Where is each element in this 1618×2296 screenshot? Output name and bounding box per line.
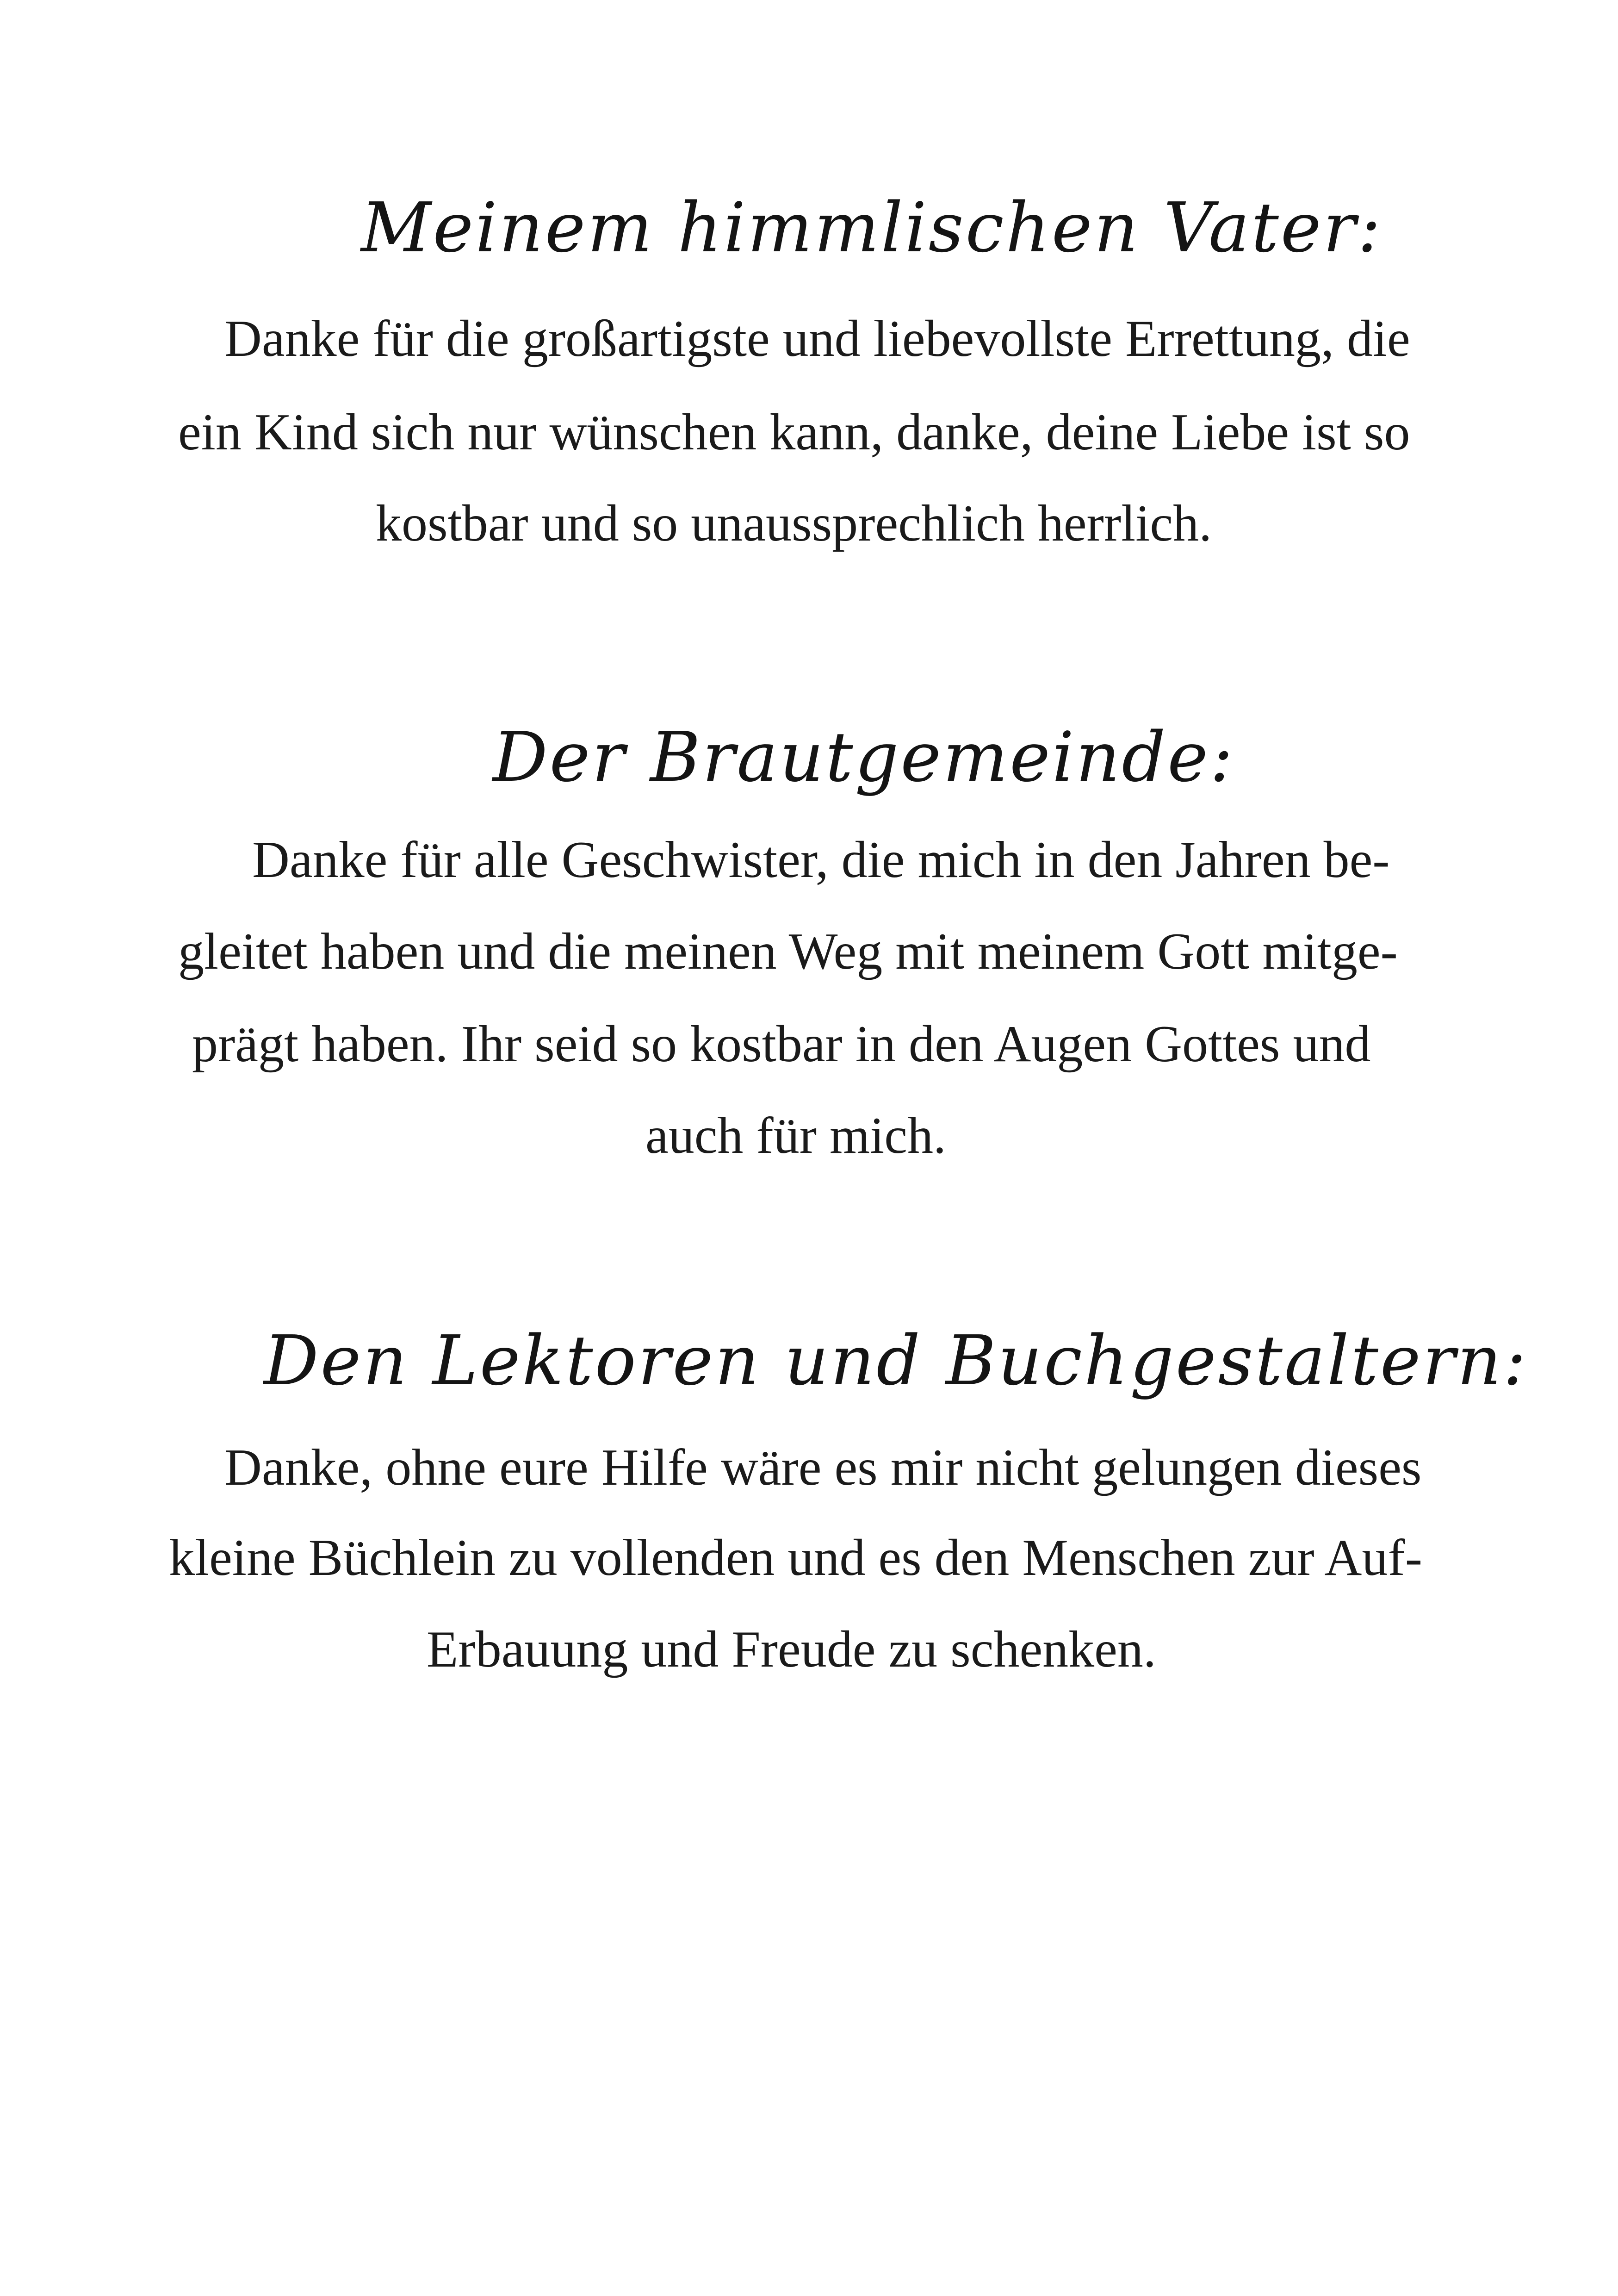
paragraph-line: ein Kind sich nur wünschen kann, danke, deine Liebe ist so <box>178 404 1410 461</box>
paragraph-line: Danke für die großartigste und liebevollste Errettung, die <box>224 310 1410 367</box>
section-heading-lektoren: Den Lektoren und Buchgestaltern: <box>264 1321 1528 1400</box>
section-heading-vater: Meinem himmlischen Vater: <box>361 188 1383 268</box>
paragraph-line: prägt haben. Ihr seid so kostbar in den Augen Gottes und <box>192 1015 1371 1073</box>
paragraph-line: kleine Büchlein zu vollenden und es den Menschen zur Auf- <box>169 1529 1422 1587</box>
paragraph-line: Danke für alle Geschwister, die mich in den Jahren be- <box>252 831 1390 889</box>
paragraph-line: gleitet haben und die meinen Weg mit meinem Gott mitge- <box>178 923 1398 980</box>
paragraph-line: auch für mich. <box>645 1107 946 1164</box>
paragraph-line: Danke, ohne eure Hilfe wäre es mir nicht gelungen dieses <box>224 1439 1422 1496</box>
section-heading-brautgemeinde: Der Brautgemeinde: <box>493 717 1235 797</box>
paragraph-line: Erbauung und Freude zu schenken. <box>427 1621 1156 1678</box>
paragraph-line: kostbar und so unaussprechlich herrlich. <box>376 495 1212 552</box>
